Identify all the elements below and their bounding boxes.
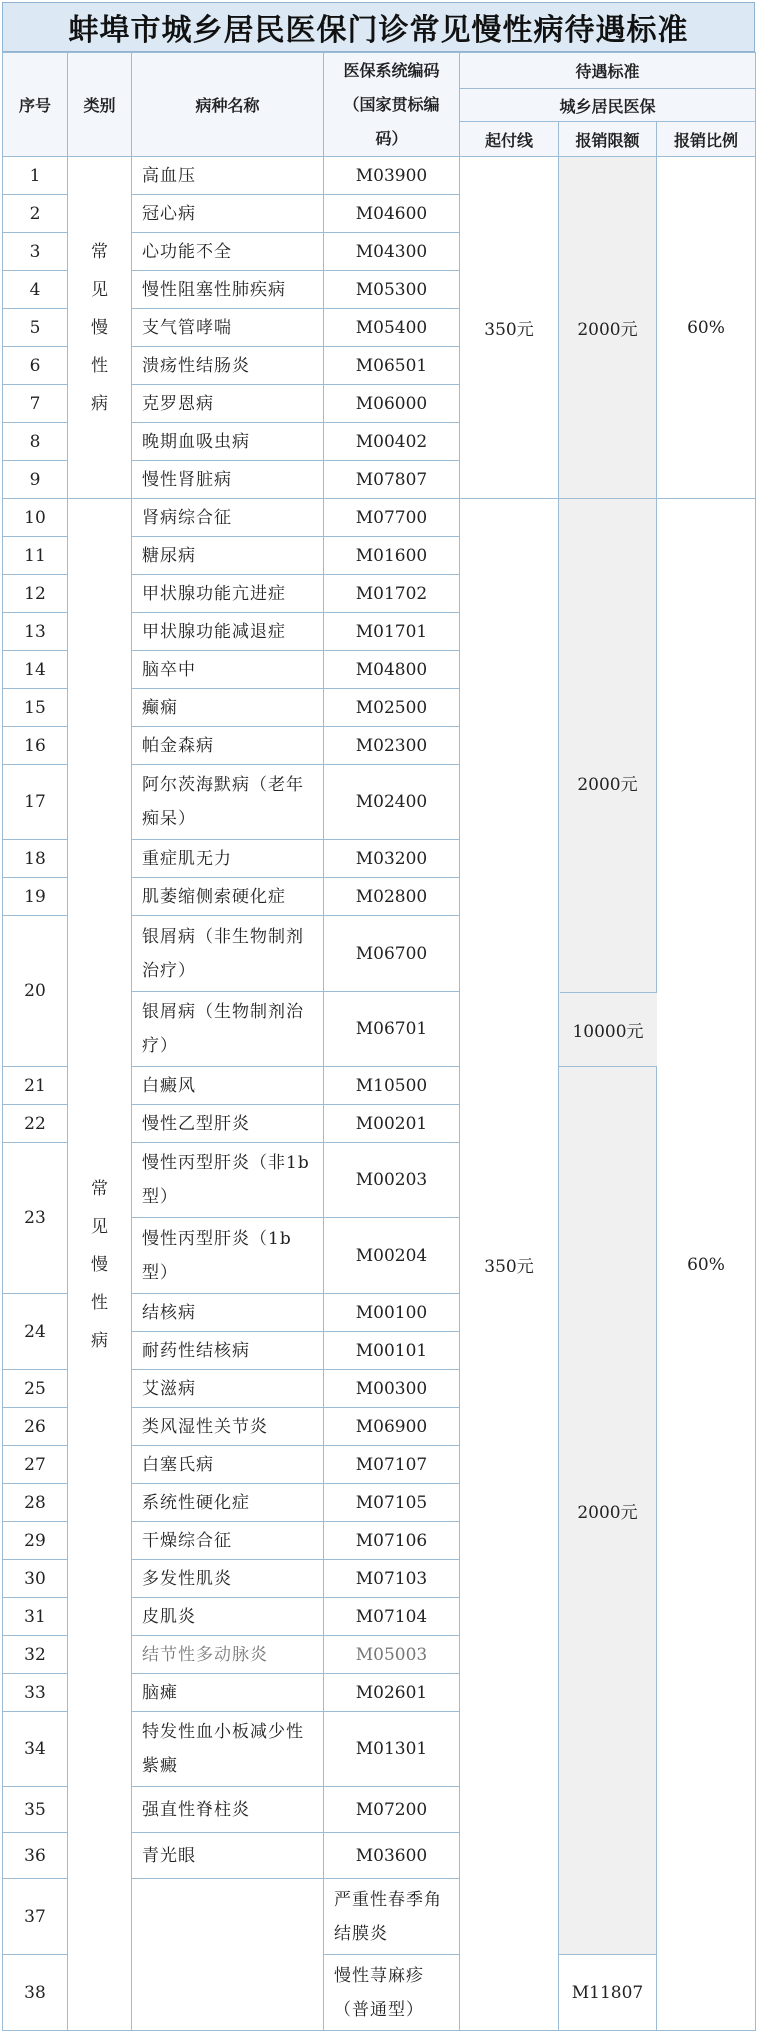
row-no: 2 — [3, 195, 68, 233]
disease-code: M01600 — [324, 537, 460, 575]
header-ratio: 报销比例 — [657, 122, 756, 157]
disease-code: M07700 — [324, 499, 460, 537]
limit-cell: 2000元 — [559, 499, 657, 1067]
disease-code: M07107 — [324, 1446, 460, 1484]
header-threshold: 起付线 — [460, 122, 559, 157]
row-no: 21 — [3, 1067, 68, 1105]
disease-name: 慢性阻塞性肺疾病 — [132, 271, 324, 309]
disease-name: 银屑病（非生物制剂治疗） — [132, 916, 324, 992]
category-cell — [68, 157, 132, 499]
header-disease-name: 病种名称 — [132, 53, 324, 157]
category-char: 病 — [91, 1330, 108, 1351]
disease-code: M06900 — [324, 1408, 460, 1446]
header-limit: 报销限额 — [559, 122, 657, 157]
header-treatment: 待遇标准 — [460, 53, 756, 89]
row-no: 20 — [3, 916, 68, 1067]
disease-name: 耐药性结核病 — [132, 1332, 324, 1370]
disease-code: M02800 — [324, 878, 460, 916]
disease-name: 溃疡性结肠炎 — [132, 347, 324, 385]
disease-code: M02300 — [324, 727, 460, 765]
row-no: 6 — [3, 347, 68, 385]
header-no: 序号 — [3, 53, 68, 157]
disease-name: 银屑病（生物制剂治疗） — [132, 992, 324, 1067]
disease-name: 甲状腺功能亢进症 — [132, 575, 324, 613]
disease-code: M00402 — [324, 423, 460, 461]
row-no: 31 — [3, 1598, 68, 1636]
row-no: 35 — [3, 1787, 68, 1833]
header-code-line1: 医保系统编码 — [343, 60, 440, 80]
disease-name: 糖尿病 — [132, 537, 324, 575]
category-char: 病 — [91, 393, 108, 414]
disease-code: M11807 — [559, 1955, 657, 2031]
row-no: 26 — [3, 1408, 68, 1446]
disease-name: 甲状腺功能减退症 — [132, 613, 324, 651]
category-char: 常 — [91, 1178, 108, 1199]
disease-code: M07105 — [324, 1484, 460, 1522]
category-char: 见 — [91, 279, 108, 300]
row-no: 8 — [3, 423, 68, 461]
category-char: 慢 — [91, 1254, 108, 1275]
header-category: 类别 — [68, 53, 132, 157]
disease-name: 结节性多动脉炎 — [132, 1636, 324, 1674]
row-no: 17 — [3, 765, 68, 840]
row-no: 23 — [3, 1143, 68, 1294]
disease-code: M01701 — [324, 613, 460, 651]
disease-code: M00204 — [324, 1218, 460, 1294]
disease-name: 特发性血小板减少性紫癜 — [132, 1712, 324, 1787]
row-no: 29 — [3, 1522, 68, 1560]
row-no: 33 — [3, 1674, 68, 1712]
disease-code: M02400 — [324, 765, 460, 840]
disease-name: 皮肌炎 — [132, 1598, 324, 1636]
disease-code: M10500 — [324, 1067, 460, 1105]
disease-name: 白塞氏病 — [132, 1446, 324, 1484]
disease-name: 慢性肾脏病 — [132, 461, 324, 499]
category-char: 性 — [91, 1292, 108, 1313]
row-no: 38 — [3, 1955, 68, 2031]
disease-code: M07103 — [324, 1560, 460, 1598]
disease-code: M07807 — [324, 461, 460, 499]
disease-code: M07106 — [324, 1522, 460, 1560]
row-no: 10 — [3, 499, 68, 537]
header-code-line2: （国家贯标编 — [343, 94, 440, 114]
disease-name: 强直性脊柱炎 — [132, 1787, 324, 1833]
disease-code: M07104 — [324, 1598, 460, 1636]
row-no: 7 — [3, 385, 68, 423]
row-no: 30 — [3, 1560, 68, 1598]
category-char: 常 — [91, 241, 108, 262]
row-no: 9 — [3, 461, 68, 499]
disease-name: 心功能不全 — [132, 233, 324, 271]
row-no: 22 — [3, 1105, 68, 1143]
row-no: 11 — [3, 537, 68, 575]
row-no: 24 — [3, 1294, 68, 1370]
disease-name: 帕金森病 — [132, 727, 324, 765]
row-no: 18 — [3, 840, 68, 878]
disease-code: M05400 — [324, 309, 460, 347]
category-char: 见 — [91, 1216, 108, 1237]
row-no: 14 — [3, 651, 68, 689]
disease-code: M06000 — [324, 385, 460, 423]
disease-code: M02500 — [324, 689, 460, 727]
disease-name: 高血压 — [132, 157, 324, 195]
row-no: 12 — [3, 575, 68, 613]
disease-code: M00100 — [324, 1294, 460, 1332]
ratio-cell: 60% — [657, 157, 756, 499]
disease-code: M04800 — [324, 651, 460, 689]
header-code-line3: 码） — [375, 128, 408, 148]
disease-name: 冠心病 — [132, 195, 324, 233]
disease-name: 支气管哮喘 — [132, 309, 324, 347]
disease-code: M05003 — [324, 1636, 460, 1674]
disease-name: 晚期血吸虫病 — [132, 423, 324, 461]
row-no: 19 — [3, 878, 68, 916]
header-code — [324, 53, 460, 157]
disease-name: 慢性荨麻疹（普通型） — [324, 1955, 460, 2031]
disease-name: 慢性乙型肝炎 — [132, 1105, 324, 1143]
disease-name: 克罗恩病 — [132, 385, 324, 423]
disease-code: M03600 — [324, 1833, 460, 1879]
disease-name: 严重性春季角结膜炎 — [324, 1879, 460, 1955]
disease-name: 类风湿性关节炎 — [132, 1408, 324, 1446]
row-no: 13 — [3, 613, 68, 651]
disease-name: 结核病 — [132, 1294, 324, 1332]
row-no: 16 — [3, 727, 68, 765]
disease-code: M06700 — [324, 916, 460, 992]
row-no: 27 — [3, 1446, 68, 1484]
disease-name: 慢性丙型肝炎（1b型） — [132, 1218, 324, 1294]
row-no: 15 — [3, 689, 68, 727]
disease-code: M00201 — [324, 1105, 460, 1143]
disease-name: 癫痫 — [132, 689, 324, 727]
disease-name: 慢性丙型肝炎（非1b型） — [132, 1143, 324, 1218]
disease-code: M04600 — [324, 195, 460, 233]
disease-name: 白癜风 — [132, 1067, 324, 1105]
row-no: 36 — [3, 1833, 68, 1879]
limit-cell: 2000元 — [559, 1067, 657, 1955]
disease-code: M03900 — [324, 157, 460, 195]
disease-name: 干燥综合征 — [132, 1522, 324, 1560]
disease-code: M00300 — [324, 1370, 460, 1408]
row-no: 25 — [3, 1370, 68, 1408]
row-no: 4 — [3, 271, 68, 309]
disease-code: M02601 — [324, 1674, 460, 1712]
threshold-cell: 350元 — [460, 157, 559, 499]
disease-code: M00203 — [324, 1143, 460, 1218]
disease-name: 重症肌无力 — [132, 840, 324, 878]
disease-name: 肾病综合征 — [132, 499, 324, 537]
ratio-cell: 60% — [657, 499, 756, 2031]
disease-code: M06501 — [324, 347, 460, 385]
disease-code: M05300 — [324, 271, 460, 309]
disease-code: M04300 — [324, 233, 460, 271]
row-no: 32 — [3, 1636, 68, 1674]
category-char: 性 — [91, 355, 108, 376]
disease-name: 脑卒中 — [132, 651, 324, 689]
row-no: 37 — [3, 1879, 68, 1955]
row-no: 28 — [3, 1484, 68, 1522]
disease-name: 系统性硬化症 — [132, 1484, 324, 1522]
disease-name: 多发性肌炎 — [132, 1560, 324, 1598]
limit-cell: 2000元 — [559, 157, 657, 499]
disease-name: 艾滋病 — [132, 1370, 324, 1408]
row-no: 3 — [3, 233, 68, 271]
disease-code: M01301 — [324, 1712, 460, 1787]
page-title: 蚌埠市城乡居民医保门诊常见慢性病待遇标准 — [2, 2, 755, 52]
row-no: 34 — [3, 1712, 68, 1787]
limit-cell-biologic: 10000元 — [560, 992, 657, 1067]
header-insurance: 城乡居民医保 — [460, 89, 756, 122]
disease-code: M00101 — [324, 1332, 460, 1370]
category-cell-empty — [132, 1879, 324, 2031]
disease-name: 脑瘫 — [132, 1674, 324, 1712]
row-no: 1 — [3, 157, 68, 195]
disease-name: 青光眼 — [132, 1833, 324, 1879]
disease-code: M06701 — [324, 992, 460, 1067]
disease-code: M03200 — [324, 840, 460, 878]
threshold-cell: 350元 — [460, 499, 559, 2031]
disease-name: 阿尔茨海默病（老年痴呆） — [132, 765, 324, 840]
disease-name: 肌萎缩侧索硬化症 — [132, 878, 324, 916]
row-no: 5 — [3, 309, 68, 347]
category-cell — [68, 499, 132, 2031]
category-char: 慢 — [91, 317, 108, 338]
disease-code: M01702 — [324, 575, 460, 613]
disease-code: M07200 — [324, 1787, 460, 1833]
